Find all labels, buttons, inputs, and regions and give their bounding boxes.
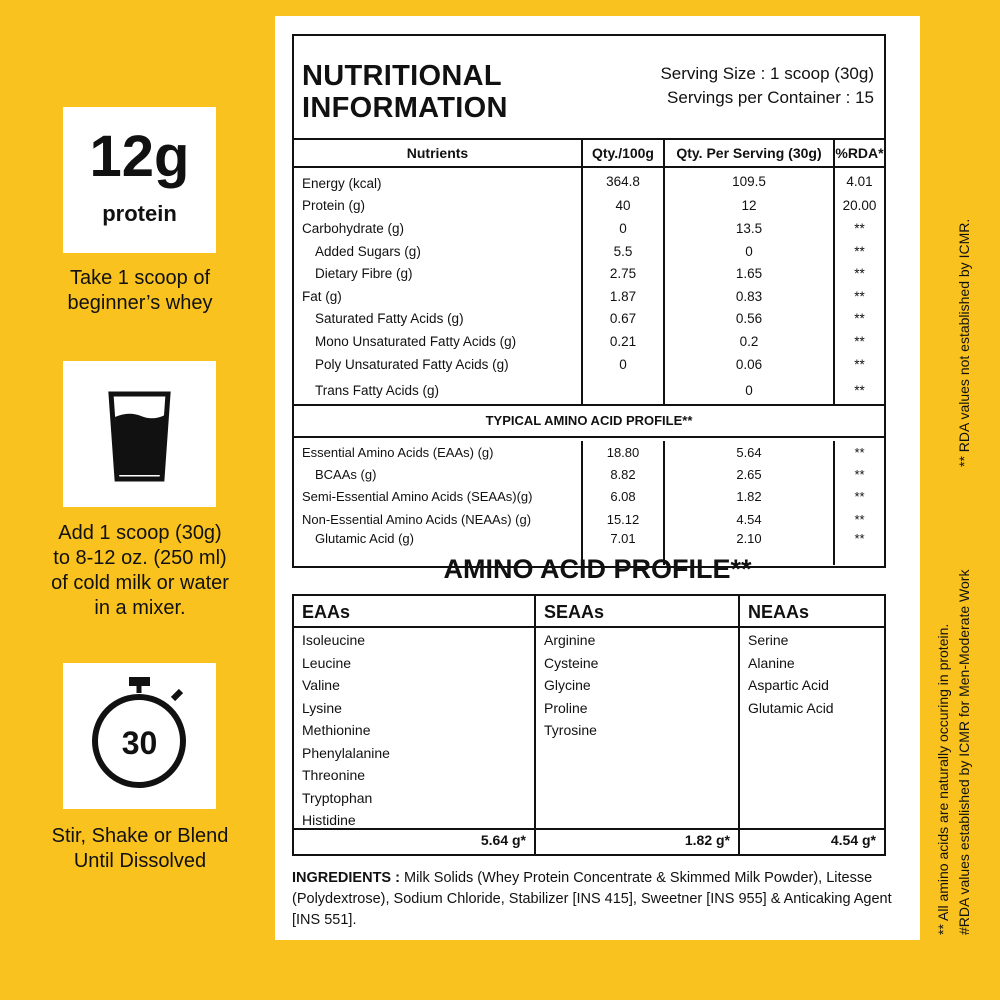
protein-card	[63, 107, 216, 253]
table-row: Semi-Essential Amino Acids (SEAAs)(g) 6.08 1.82 **	[294, 486, 884, 508]
step2-text: Add 1 scoop (30g) to 8-12 oz. (250 ml) of cold milk or water in a mixer.	[51, 522, 229, 619]
timer-card	[63, 663, 216, 809]
serving-size: Serving Size : 1 scoop (30g)	[660, 64, 874, 83]
seaas-list	[544, 629, 598, 742]
table-row: Dietary Fibre (g) 2.75 1.65 **	[294, 262, 884, 285]
table-row: Energy (kcal) 364.8 109.5 4.01	[294, 167, 884, 195]
table-row: Essential Amino Acids (EAAs) (g) 18.80 5.64 **	[294, 441, 884, 463]
table-row: Saturated Fatty Acids (g) 0.67 0.56 **	[294, 308, 884, 331]
nutrition-header	[294, 36, 884, 140]
ingredients	[292, 868, 902, 931]
list-item: Valine	[302, 677, 340, 693]
table-row: Trans Fatty Acids (g) 0 **	[294, 375, 884, 405]
list-item: Methionine	[302, 722, 371, 738]
list-item: Phenylalanine	[302, 744, 390, 761]
eaas-list	[302, 629, 390, 832]
protein-amount: 12g	[89, 124, 190, 189]
eaas-total: 5.64 g*	[480, 832, 526, 848]
ingredients-label: INGREDIENTS :	[292, 870, 400, 886]
table-row: BCAAs (g) 8.82 2.65 **	[294, 463, 884, 485]
list-item: Cysteine	[544, 654, 599, 671]
table-row: Protein (g) 40 12 20.00	[294, 195, 884, 218]
list-item: Leucine	[302, 654, 352, 671]
table-header: Nutrients Qty./100g Qty. Per Serving (30g) %RDA*	[294, 140, 884, 167]
table-row: Fat (g) 1.87 0.83 **	[294, 285, 884, 308]
list-item: Aspartic Acid	[748, 677, 829, 693]
nutrition-panel	[275, 16, 920, 940]
table-row: Glutamic Acid (g) 7.01 2.10 **	[294, 531, 884, 565]
nutrition-facts-box	[292, 34, 886, 568]
amino-table	[294, 441, 884, 565]
seaas-total: 1.82 g*	[684, 832, 730, 848]
divider	[294, 436, 884, 438]
eaas-title: EAAs	[302, 602, 351, 622]
nutrition-table	[294, 140, 884, 405]
list-item: Histidine	[302, 812, 356, 828]
list-item: Glutamic Acid	[748, 699, 834, 716]
ingredients-text: Milk Solids (Whey Protein Concentrate & Skimmed Milk Powder), Litesse (Polydextrose), Sodium Chloride, Stabilizer [INS 415], Sweetner [INS 955] & Anticaking Agent [INS 551].	[292, 870, 892, 928]
amino-acid-profile-box	[292, 594, 886, 856]
divider	[294, 404, 884, 406]
step3-text: Stir, Shake or Blend Until Dissolved	[51, 825, 229, 872]
list-item: Tryptophan	[302, 789, 373, 806]
serving-info	[660, 62, 874, 110]
side-note-rda: #RDA values established by ICMR for Men-Moderate Work	[956, 569, 972, 935]
table-row: Poly Unsaturated Fatty Acids (g) 0 0.06 **	[294, 353, 884, 376]
nutrition-title: NUTRITIONAL INFORMATION	[302, 60, 508, 124]
list-item: Glycine	[544, 677, 591, 693]
step1-text: Take 1 scoop of beginner’s whey	[67, 267, 213, 314]
neaas-list	[748, 629, 834, 719]
neaas-total: 4.54 g*	[830, 832, 876, 848]
servings-per-container: Servings per Container : 15	[667, 88, 874, 107]
table-row: Mono Unsaturated Fatty Acids (g) 0.21 0.2 **	[294, 330, 884, 353]
table-row: Added Sugars (g) 5.5 0 **	[294, 240, 884, 263]
list-item: Isoleucine	[302, 632, 366, 648]
neaas-title: NEAAs	[748, 602, 810, 622]
table-row: Carbohydrate (g) 0 13.5 **	[294, 217, 884, 240]
list-item: Alanine	[748, 654, 795, 671]
list-item: Arginine	[544, 632, 596, 648]
glass-card	[63, 361, 216, 507]
neaas-column	[740, 596, 884, 854]
list-item: Proline	[544, 699, 588, 716]
seaas-column	[536, 596, 740, 854]
protein-label: protein	[102, 201, 177, 226]
table-row: Non-Essential Amino Acids (NEAAs) (g) 15.12 4.54 **	[294, 508, 884, 530]
list-item: Lysine	[302, 699, 342, 716]
side-note-icmr: ** RDA values not established by ICMR.	[956, 218, 972, 467]
eaas-column	[294, 596, 536, 854]
list-item: Serine	[748, 632, 789, 648]
seaas-title: SEAAs	[544, 602, 605, 622]
totals-divider	[294, 828, 884, 830]
side-note-amino: ** All amino acids are naturally occuring in protein.	[935, 623, 951, 935]
list-item: Tyrosine	[544, 722, 597, 738]
amino-acid-profile-title: AMINO ACID PROFILE**	[443, 554, 752, 584]
amino-profile-heading: TYPICAL AMINO ACID PROFILE**	[485, 413, 693, 428]
glass-icon	[63, 361, 216, 507]
timer-value: 30	[121, 725, 158, 761]
list-item: Threonine	[302, 767, 366, 783]
